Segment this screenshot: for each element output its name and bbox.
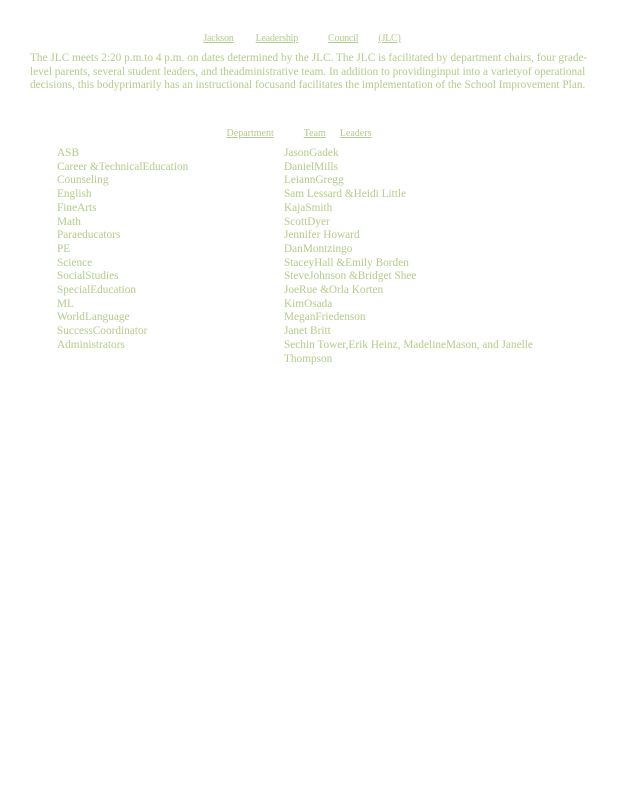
list-item <box>57 257 557 271</box>
department-name: English <box>57 188 92 201</box>
department-leaders: Jennifer Howard <box>284 229 360 242</box>
header-department: Department <box>226 128 274 139</box>
title-word-jackson: Jackson <box>203 33 234 44</box>
department-name: WorldLanguage <box>57 311 130 324</box>
list-item <box>57 339 557 366</box>
list-item <box>57 188 557 202</box>
document-title <box>0 33 618 44</box>
department-leaders: DanielMills <box>284 160 338 173</box>
department-leaders: SteveJohnson &Bridget Shee <box>284 270 417 283</box>
department-name: Administrators <box>57 338 125 351</box>
header-leaders: Leaders <box>339 128 372 139</box>
department-leaders: ScottDyer <box>284 215 330 228</box>
department-leaders: JoeRue &Orla Korten <box>284 284 384 297</box>
list-item <box>57 270 557 284</box>
department-name: SocialStudies <box>57 270 119 283</box>
department-leaders: MeganFriedenson <box>284 311 366 324</box>
department-name: Career &TechnicalEducation <box>57 160 189 173</box>
list-item <box>57 325 557 339</box>
department-leaders: KajaSmith <box>284 201 333 214</box>
title-word-jlc: (JLC) <box>378 33 401 44</box>
department-leaders: LeiannGregg <box>284 174 344 187</box>
list-item <box>57 243 557 257</box>
table-header <box>0 128 618 139</box>
list-item <box>57 298 557 312</box>
department-name: Science <box>57 256 93 269</box>
department-leaders-list <box>57 147 557 366</box>
intro-paragraph: The JLC meets 2:20 p.m.to 4 p.m. on dates determined by the JLC. The JLC is facilitated by department chairs, four grade-level parents, several student leaders, and theadministrative team. In addition to providinginput into a varietyof operational decisions, this bodyprimarily has an instructional focusand facilitates the implementation of the School Improvement Plan. <box>30 52 588 92</box>
list-item <box>57 311 557 325</box>
department-leaders: DanMontzingo <box>284 242 353 255</box>
department-leaders: Sam Lessard &Heidi Little <box>284 188 407 201</box>
department-leaders: Janet Britt <box>284 325 331 338</box>
department-leaders: StaceyHall &Emily Borden <box>284 256 409 269</box>
department-name: Counseling <box>57 174 109 187</box>
title-word-leadership: Leadership <box>255 33 299 44</box>
department-leaders: JasonGadek <box>284 147 339 159</box>
list-item <box>57 202 557 216</box>
list-item <box>57 174 557 188</box>
department-name: FineArts <box>57 201 97 214</box>
department-name: PE <box>57 242 71 255</box>
department-name: Paraeducators <box>57 229 121 242</box>
title-word-council: Council <box>328 33 359 44</box>
department-name: SuccessCoordinator <box>57 325 148 338</box>
department-leaders: Sechin Tower,Erik Heinz, MadelineMason, and Janelle Thompson <box>284 338 533 365</box>
department-name: ML <box>57 297 74 310</box>
department-name: ASB <box>57 147 79 159</box>
list-item <box>57 229 557 243</box>
list-item <box>57 161 557 175</box>
list-item <box>57 216 557 230</box>
department-leaders: KimOsada <box>284 297 333 310</box>
header-team: Team <box>303 128 326 139</box>
list-item <box>57 147 557 161</box>
department-name: SpecialEducation <box>57 284 137 297</box>
list-item <box>57 284 557 298</box>
department-name: Math <box>57 215 81 228</box>
